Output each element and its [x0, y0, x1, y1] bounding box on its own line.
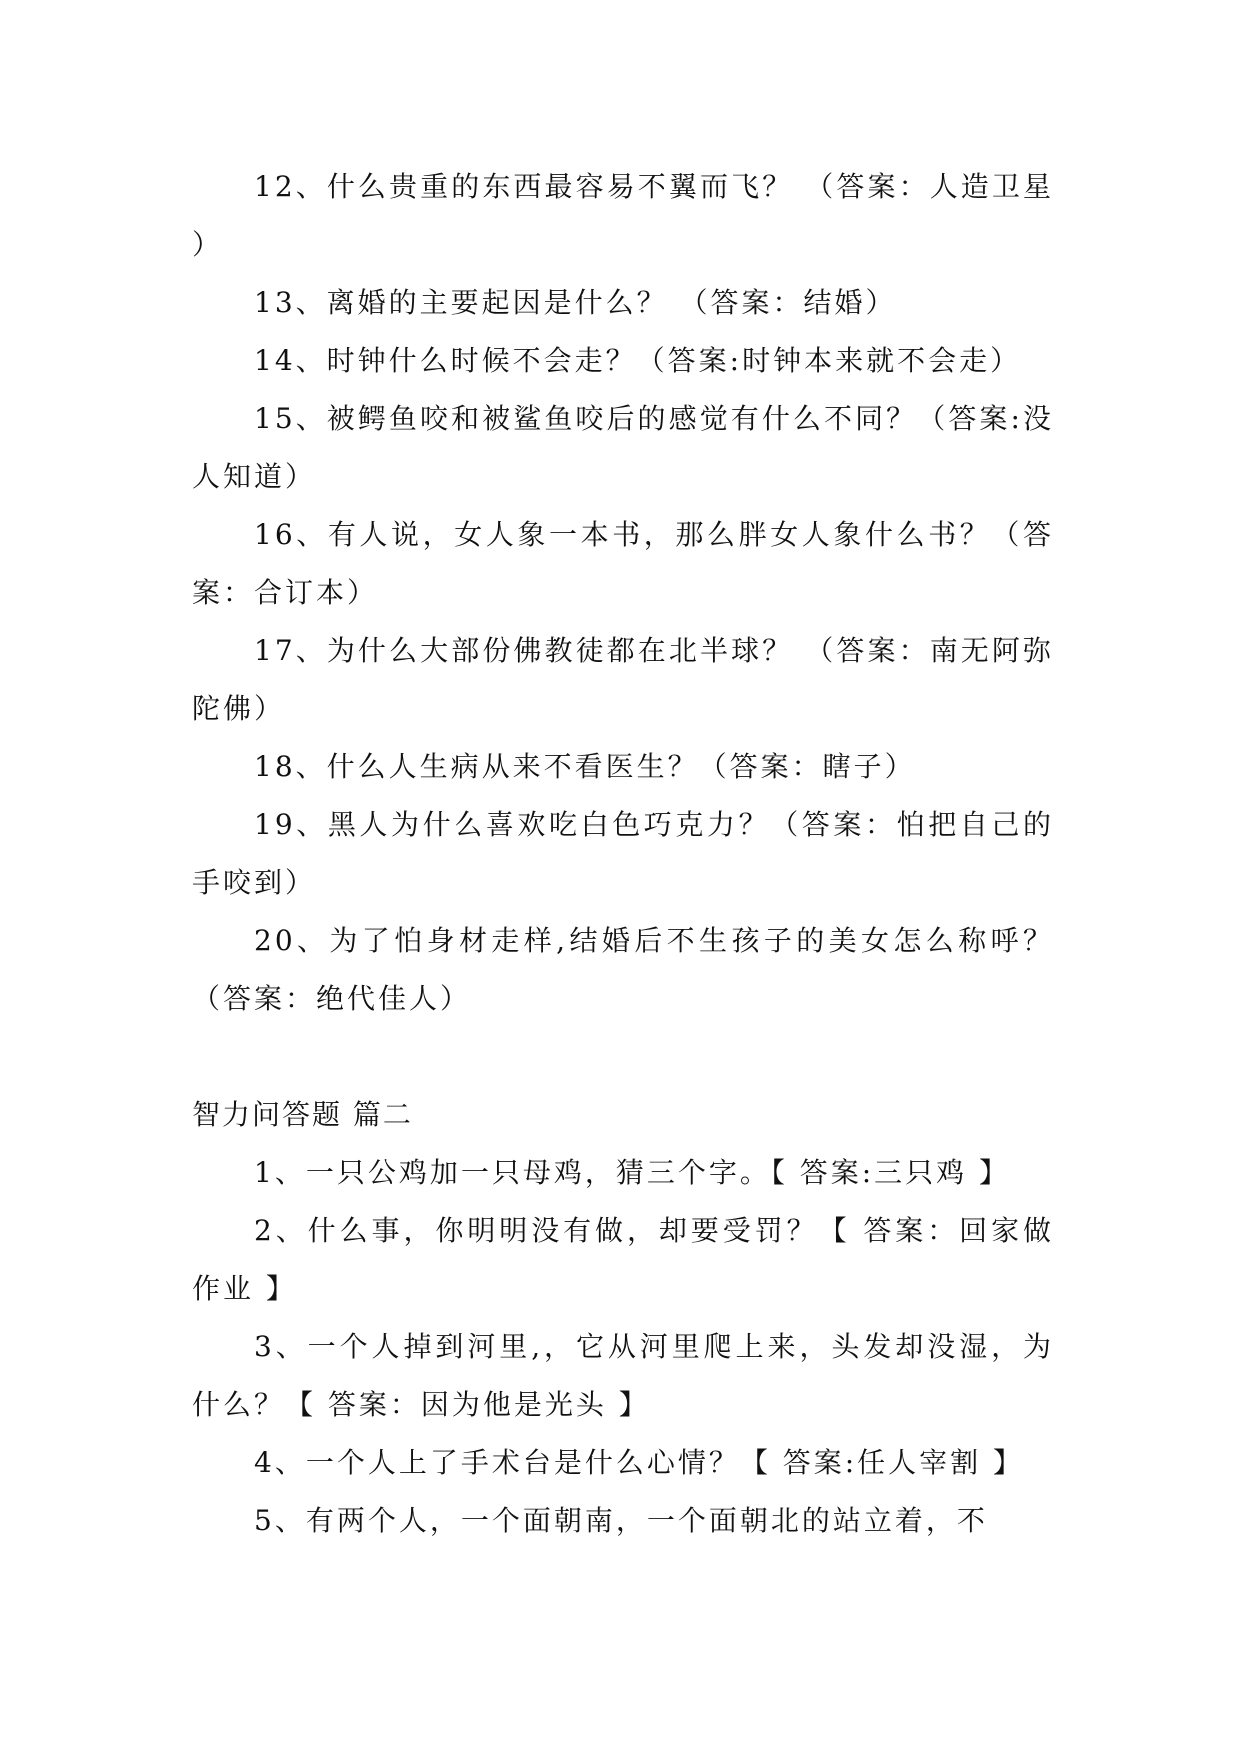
- question-20: 20、为了怕身材走样,结婚后不生孩子的美女怎么称呼？（答案：绝代佳人）: [192, 924, 1054, 1015]
- question-14: 14、时钟什么时候不会走？（答案:时钟本来就不会走）: [254, 344, 1022, 377]
- question-18: 18、什么人生病从来不看医生？（答案：瞎子）: [254, 750, 916, 783]
- riddle-4: 4、一个人上了手术台是什么心情？【 答案:任人宰割 】: [254, 1446, 1025, 1479]
- riddle-2: 2、什么事，你明明没有做，却要受罚？【 答案：回家做作业 】: [192, 1214, 1054, 1305]
- question-17: 17、为什么大部份佛教徒都在北半球？ （答案：南无阿弥陀佛）: [192, 634, 1054, 725]
- section-heading: 智力问答题 篇二: [192, 1098, 413, 1131]
- question-19: 19、黑人为什么喜欢吃白色巧克力？（答案：怕把自己的手咬到）: [192, 808, 1054, 899]
- riddle-5: 5、有两个人，一个面朝南，一个面朝北的站立着，不: [254, 1504, 988, 1537]
- question-16: 16、有人说，女人象一本书，那么胖女人象什么书？（答案：合订本）: [192, 518, 1054, 609]
- question-13: 13、离婚的主要起因是什么？ （答案：结婚）: [254, 286, 897, 319]
- question-15: 15、被鳄鱼咬和被鲨鱼咬后的感觉有什么不同？（答案:没人知道）: [192, 402, 1054, 493]
- riddle-1: 1、一只公鸡加一只母鸡，猜三个字。【 答案:三只鸡 】: [254, 1156, 1011, 1189]
- riddle-3: 3、一个人掉到河里,，它从河里爬上来，头发却没湿，为什么？【 答案：因为他是光头 】: [192, 1330, 1054, 1421]
- question-12: 12、什么贵重的东西最容易不翼而飞？ （答案：人造卫星 ）: [192, 170, 1054, 261]
- document-body: [192, 158, 1054, 1550]
